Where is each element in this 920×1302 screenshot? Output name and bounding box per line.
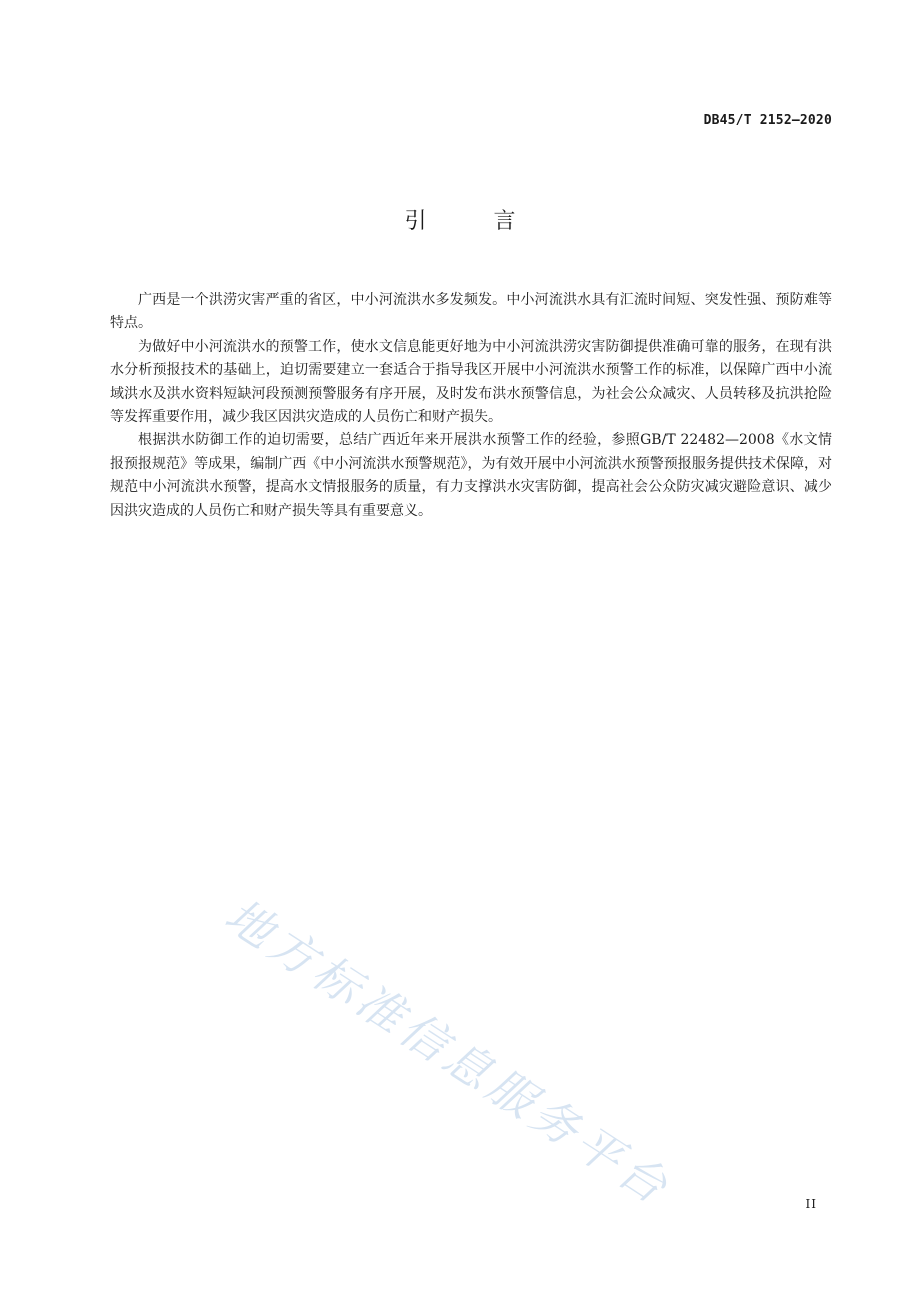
- watermark-text: 地方标准信息服务平台: [215, 887, 682, 1217]
- standard-code: DB45/T 2152—2020: [703, 113, 832, 128]
- paragraph-1: 广西是一个洪涝灾害严重的省区，中小河流洪水多发频发。中小河流洪水具有汇流时间短、突发性强、预防难等特点。: [110, 292, 832, 332]
- paragraph-2: 为做好中小河流洪水的预警工作，使水文信息能更好地为中小河流洪涝灾害防御提供准确可靠的服务，在现有洪水分析预报技术的基础上，迫切需要建立一套适合于指导我区开展中小河流洪水预警工作的标准，以保障广西中小流域洪水及洪水资料短缺河段预测预警服务有序开展，及时发布洪水预警信息，为社会公众减灾、人员转移及抗洪抢险等发挥重要作用，减少我区因洪灾造成的人员伤亡和财产损失。: [110, 338, 832, 426]
- section-title: 引 言: [404, 209, 546, 234]
- paragraph-3: 根据洪水防御工作的迫切需要，总结广西近年来开展洪水预警工作的经验，参照GB/T 22482—2008《水文情报预报规范》等成果，编制广西《中小河流洪水预警规范》，为有效开展中小河流洪水预警预报服务提供技术保障，对规范中小河流洪水预警，提高水文情报服务的质量，有力支撑洪水灾害防御，提高社会公众防灾减灾避险意识、减少因洪灾造成的人员伤亡和财产损失等具有重要意义。: [110, 432, 832, 519]
- introduction-body: [110, 289, 832, 523]
- page-number: II: [805, 1197, 817, 1211]
